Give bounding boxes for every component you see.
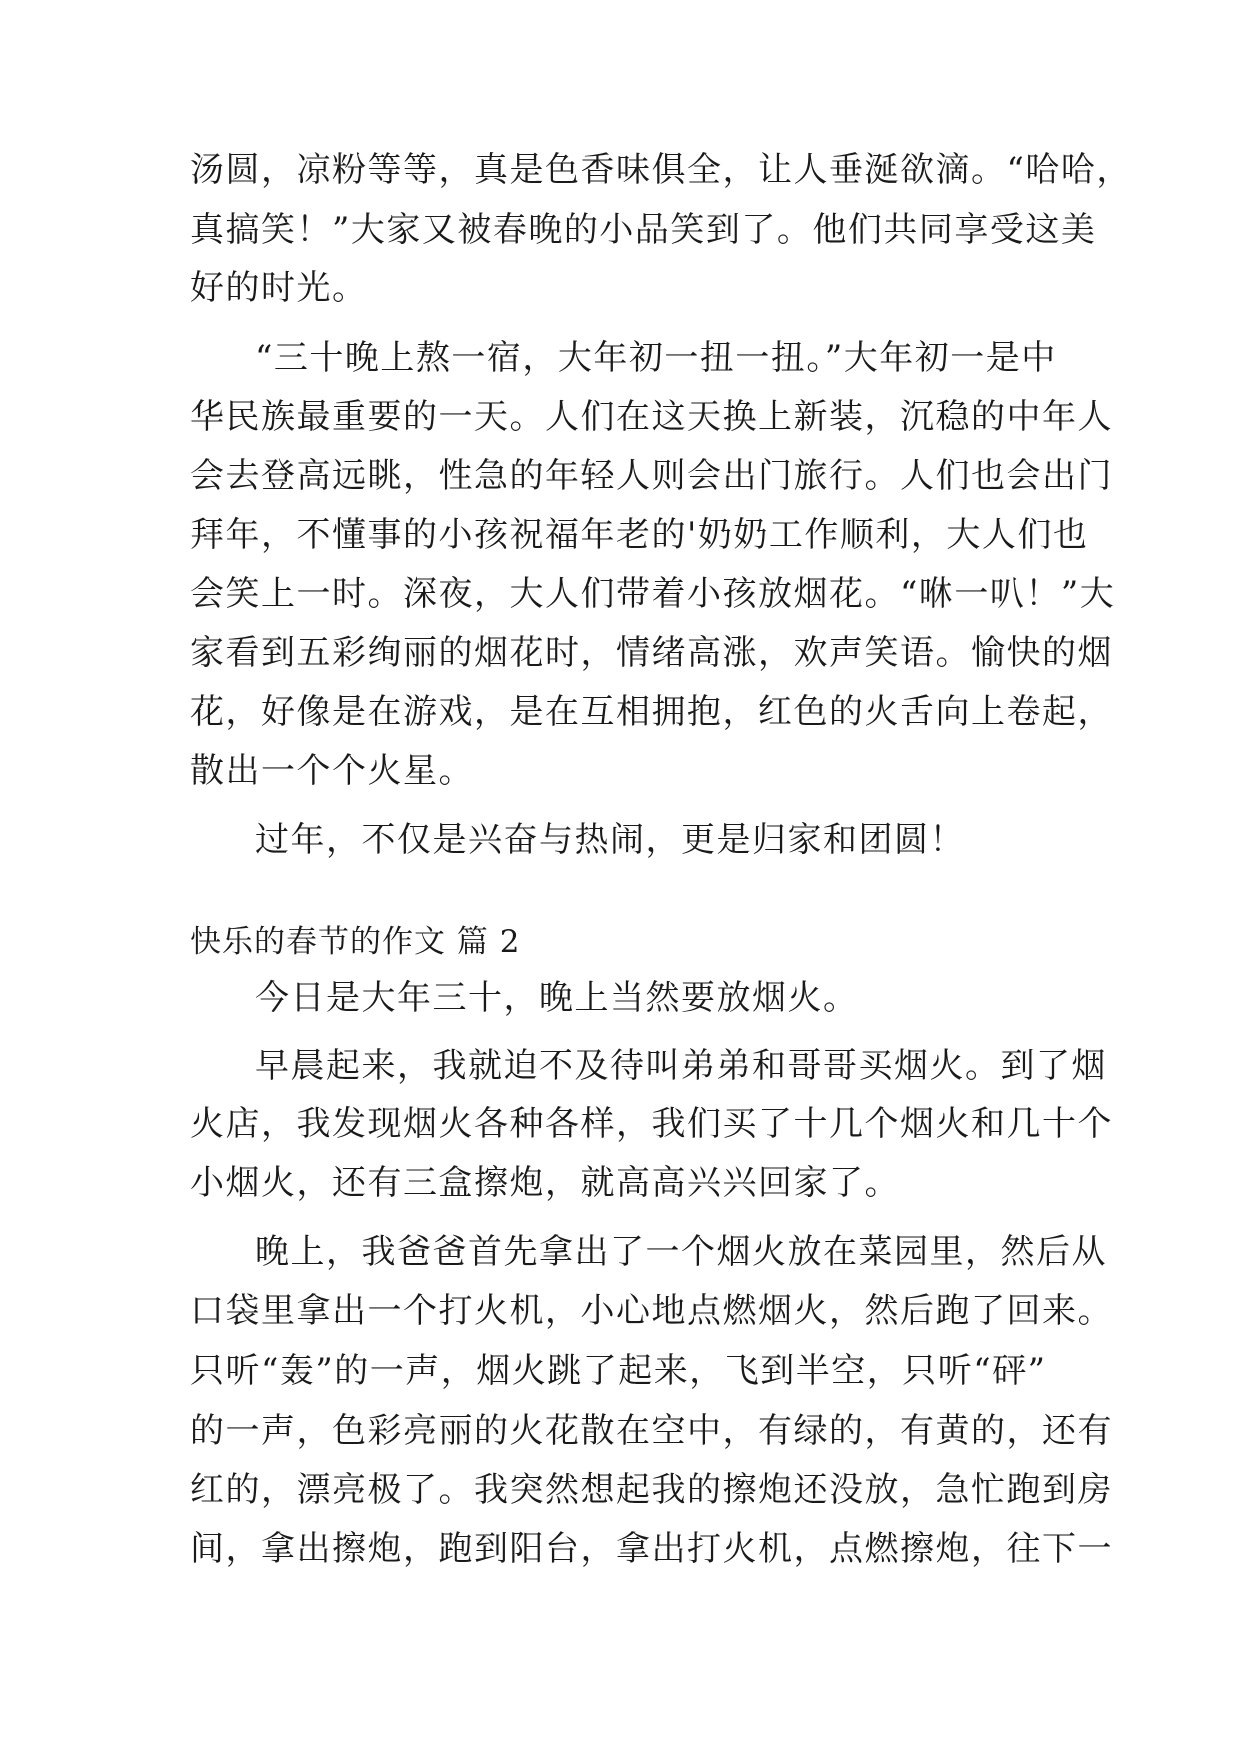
text-line: 华民族最重要的一天。人们在这天换上新装，沉稳的中年人 (190, 397, 1113, 437)
text-line: 拜年，不懂事的小孩祝福年老的'奶奶工作顺利，大人们也 (190, 515, 1089, 555)
text-line: 只听“轰”的一声，烟火跳了起来，飞到半空，只听“砰” (190, 1351, 1047, 1391)
text-line: 口袋里拿出一个打火机，小心地点燃烟火，然后跑了回来。 (190, 1291, 1113, 1331)
text-line: 散出一个个火星。 (190, 751, 474, 791)
text-line: 家看到五彩绚丽的烟花时，情绪高涨，欢声笑语。愉快的烟 (190, 633, 1113, 673)
text-line: 今日是大年三十，晚上当然要放烟火。 (255, 978, 859, 1018)
text-line: 花，好像是在游戏，是在互相拥抱，红色的火舌向上卷起， (190, 692, 1113, 732)
text-line: 过年，不仅是兴奋与热闹，更是归家和团圆！ (255, 820, 965, 860)
text-line: 好的时光。 (190, 268, 368, 308)
text-line: “三十晚上熬一宿，大年初一扭一扭。”大年初一是中 (255, 338, 1057, 378)
text-line: 会笑上一时。深夜，大人们带着小孩放烟花。“咻一叭！”大 (190, 574, 1116, 614)
text-line: 间，拿出擦炮，跑到阳台，拿出打火机，点燃擦炮，往下一 (190, 1529, 1113, 1569)
text-line: 红的，漂亮极了。我突然想起我的擦炮还没放，急忙跑到房 (190, 1470, 1113, 1510)
text-line: 会去登高远眺，性急的年轻人则会出门旅行。人们也会出门 (190, 456, 1113, 496)
text-line: 真搞笑！”大家又被春晚的小品笑到了。他们共同享受这美 (190, 210, 1097, 250)
text-line: 晚上，我爸爸首先拿出了一个烟火放在菜园里，然后从 (255, 1232, 1107, 1272)
text-line: 的一声，色彩亮丽的火花散在空中，有绿的，有黄的，还有 (190, 1411, 1113, 1451)
text-line: 火店，我发现烟火各种各样，我们买了十几个烟火和几十个 (190, 1104, 1113, 1144)
text-line: 小烟火，还有三盒擦炮，就高高兴兴回家了。 (190, 1163, 900, 1203)
text-line: 早晨起来，我就迫不及待叫弟弟和哥哥买烟火。到了烟 (255, 1046, 1107, 1086)
section-title: 快乐的春节的作文 篇 2 (190, 924, 521, 960)
text-line: 汤圆，凉粉等等，真是色香味俱全，让人垂涎欲滴。“哈哈， (190, 150, 1132, 190)
